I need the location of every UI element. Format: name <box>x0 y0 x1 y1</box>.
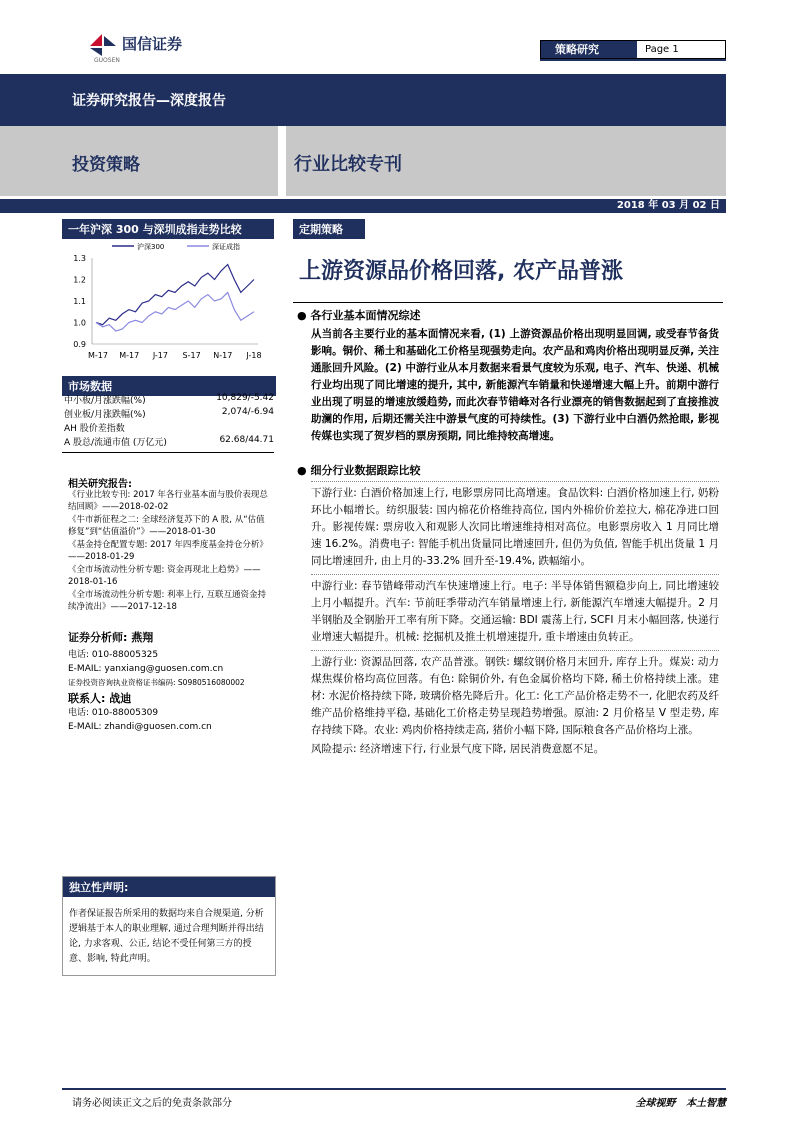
analyst-name: 燕翔 <box>131 631 154 644</box>
related-item[interactable] <box>68 539 272 563</box>
risk-warning: 风险提示: 经济增速下行, 行业景气度下降, 居民消费意愿不足。 <box>311 743 605 755</box>
related-item-text: 《基金持仓配置专题: 2017 年四季度基金持仓分析》 <box>68 540 268 550</box>
logo-text: 国信证券 <box>122 35 183 53</box>
section2-title: 细分行业数据跟踪比较 <box>310 464 421 477</box>
related-item[interactable] <box>68 564 272 588</box>
analyst-label: 证券分析师: <box>68 631 128 644</box>
header-tag-label: 策略研究 <box>541 41 637 58</box>
chart-legend-label: 深证成指 <box>212 243 240 251</box>
category-title: 投资策略 <box>72 155 140 175</box>
report-date: 2018 年 03 月 02 日 <box>616 200 720 211</box>
market-row-value: 62.68/44.71 <box>219 435 274 445</box>
chart-legend-label: 沪深300 <box>137 243 165 251</box>
trend-chart <box>62 238 272 368</box>
chart-x-tick-label: M-17 <box>119 351 140 360</box>
related-item[interactable] <box>68 514 272 538</box>
independence-box <box>62 876 276 976</box>
paragraph-rule <box>311 650 719 651</box>
contact-tel: 电话: 010-88005309 <box>68 708 159 718</box>
related-item-date: ——2018-02-02 <box>102 502 169 512</box>
upstream-paragraph: 上游行业: 资源品回落, 农产品普涨。钢铁: 螺纹钢价格月末回升, 库存上升。煤炭: 动力煤焦煤价格均高位回落。有色: 除铜价外, 有色金属价格均下降, 稀土价格持续上涨。建材: 水泥价格持续下降, 玻璃价格先降后升。化工: 化工产品价格走势不一, 化肥农药及纤维产品价格维持平稳, 基础化工价格走势呈现趋势增强。原油: 2 月价格呈 V 型走势, 库存持续下降。农业: 鸡肉价格持续走高, 猪价小幅下降, 国际粮食各产品价格均上涨。 <box>311 656 719 736</box>
guosen-logo-icon <box>88 32 118 58</box>
chart-y-tick-label: 0.9 <box>73 340 86 349</box>
analyst-tel: 电话: 010-88005325 <box>68 650 159 660</box>
analyst-block <box>68 631 278 734</box>
market-data-label: 市场数据 <box>62 376 276 396</box>
related-item-date: ——2017-12-18 <box>110 602 177 612</box>
related-list <box>68 489 272 614</box>
paragraph-rule <box>311 574 719 575</box>
section1-text: 从当前各主要行业的基本面情况来看, (1) 上游资源品价格出现明显回调, 或受春节备货影响。铜价、稀土和基础化工价格呈现强势走向。农产品和鸡肉价格出现明显反弹, 关注通胀回升风险。(2) 中游行业从本月数据来看景气度较为乐观, 电子、汽车、快递、机械行业均出现了同比增速的提升, 其中, 新能源汽车销量和快递增速大幅上升。前期中游行业出现了明显的增速放缓趋势, 而此次春节错峰对各行业漂亮的销售数据起到了直接推波助澜的作用, 后期还需关注中游景气度的可持续性。(3) 下游行业中白酒仍然抢眼, 影视传媒也实现了贺岁档的票房预期, 同比维持较高增速。 <box>311 328 719 442</box>
logo <box>88 30 228 64</box>
chart-x-tick-label: M-17 <box>88 351 108 360</box>
market-row-value: 10,829/-5.42 <box>216 393 274 403</box>
chart-y-tick-label: 1.2 <box>73 275 86 285</box>
chart-x-tick-label: S-17 <box>182 351 201 360</box>
contact-label: 联系人: <box>68 692 106 705</box>
independence-label: 独立性声明: <box>63 877 275 897</box>
footer-rule <box>62 1088 726 1090</box>
contact-name: 战迪 <box>109 692 132 705</box>
section1-title: 各行业基本面情况综述 <box>310 309 421 322</box>
market-row <box>64 393 274 407</box>
chart-series-line <box>96 265 254 325</box>
contact-email[interactable]: E-MAIL: zhandi@guosen.com.cn <box>68 722 212 732</box>
midstream-paragraph: 中游行业: 春节错峰带动汽车快速增速上行。电子: 半导体销售额稳步向上, 同比增速较上月小幅提升。汽车: 节前旺季带动汽车销量增速上行, 新能源汽车增速大幅提升。2 月半钢胎及全钢胎开工率有所下降。交通运输: BDI 震荡上行, SCFI 月末小幅回落, 快递行业增速大幅提升。机械: 挖掘机及推土机增速提升, 重卡增速由负转正。 <box>311 580 719 643</box>
chart-x-tick-label: J-18 <box>246 351 262 360</box>
chart-y-tick-label: 1.0 <box>73 318 86 328</box>
related-item[interactable] <box>68 589 272 613</box>
report-type: 证券研究报告—深度报告 <box>72 93 226 109</box>
independence-text: 作者保证报告所采用的数据均来自合规渠道, 分析逻辑基于本人的职业理解, 通过合理判断并得出结论, 力求客观、公正, 结论不受任何第三方的授意、影响, 特此声明。 <box>69 909 264 964</box>
market-data-table <box>64 393 274 449</box>
chart-y-tick-label: 1.1 <box>73 297 86 306</box>
market-row-name: AH 股价差指数 <box>64 424 125 434</box>
chart-x-tick-label: J-17 <box>152 351 168 360</box>
chart-x-tick-label: N-17 <box>213 351 233 360</box>
related-item-text: 《行业比较专刊: 2017 年各行业基本面与股价表现总结回顾》 <box>68 490 268 512</box>
market-row-name: A 股总/流通市值 (万亿元) <box>64 438 167 448</box>
market-row <box>64 435 274 449</box>
section2 <box>297 462 719 758</box>
related-item[interactable] <box>68 489 272 513</box>
logo-sub: GUOSEN <box>94 57 120 64</box>
market-row <box>64 421 274 435</box>
page-number: Page 1 <box>645 44 679 55</box>
footer-disclaimer: 请务必阅读正文之后的免责条款部分 <box>72 1098 232 1109</box>
related-item-text: 《牛市新征程之二: 全球经济复苏下的 A 股, 从“估值修复”到“估值溢价”》 <box>68 515 265 537</box>
related-item-date: ——2018-01-29 <box>68 552 135 562</box>
chart-series-line <box>96 292 254 331</box>
related-item-date: ——2018-01-30 <box>149 527 216 537</box>
analyst-cert: 证券投资咨询执业资格证书编码: S0980516080002 <box>68 678 245 687</box>
related-title: 相关研究报告: <box>68 479 132 490</box>
analyst-email[interactable]: E-MAIL: yanxiang@guosen.com.cn <box>68 664 224 674</box>
bullet-icon: ● <box>297 309 307 322</box>
related-item-text: 《全市场流动性分析专题: 利率上行, 互联互通资金持续净流出》 <box>68 590 266 612</box>
main-tag: 定期策略 <box>293 219 365 239</box>
chart-y-tick-label: 1.3 <box>73 254 86 263</box>
section2-rule <box>311 481 719 482</box>
market-row-name: 创业板/月涨跌幅(%) <box>64 410 146 420</box>
downstream-paragraph: 下游行业: 白酒价格加速上行, 电影票房同比高增速。食品饮料: 白酒价格加速上行, 奶粉环比小幅增长。纺织服装: 国内棉花价格维持高位, 国内外棉价价差拉大, 棉花净进口回升。影视传媒: 票房收入和观影人次同比增速维持相对高位。电影票房收入 1 月同比增速 16.2%。消费电子: 智能手机出货量同比增速回升, 但仍为负值, 智能手机出货量 1 月同比增速回升, 由上月的-33.2% 回升至-19.4%, 跌幅缩小。 <box>311 487 719 567</box>
header-rule <box>540 59 726 61</box>
header-tag <box>540 40 726 59</box>
bullet-icon: ● <box>297 464 307 477</box>
related-item-date: ——2018-01-16 <box>68 565 261 587</box>
market-table-rule <box>62 452 274 453</box>
market-row <box>64 407 274 421</box>
market-row-value: 2,074/-6.94 <box>221 407 274 417</box>
series-title: 行业比较专刊 <box>294 154 402 175</box>
footer-slogan: 全球视野 本土智慧 <box>635 1098 726 1109</box>
market-row-name: 中小板/月涨跌幅(%) <box>64 396 146 406</box>
chart-label: 一年沪深 300 与深圳成指走势比较 <box>62 219 274 239</box>
section1 <box>297 307 719 445</box>
title-rule <box>293 302 723 303</box>
related-item-text: 《全市场流动性分析专题: 资金再现北上趋势》 <box>68 565 244 575</box>
main-title: 上游资源品价格回落, 农产品普涨 <box>299 259 624 284</box>
banner-divider <box>278 126 286 196</box>
